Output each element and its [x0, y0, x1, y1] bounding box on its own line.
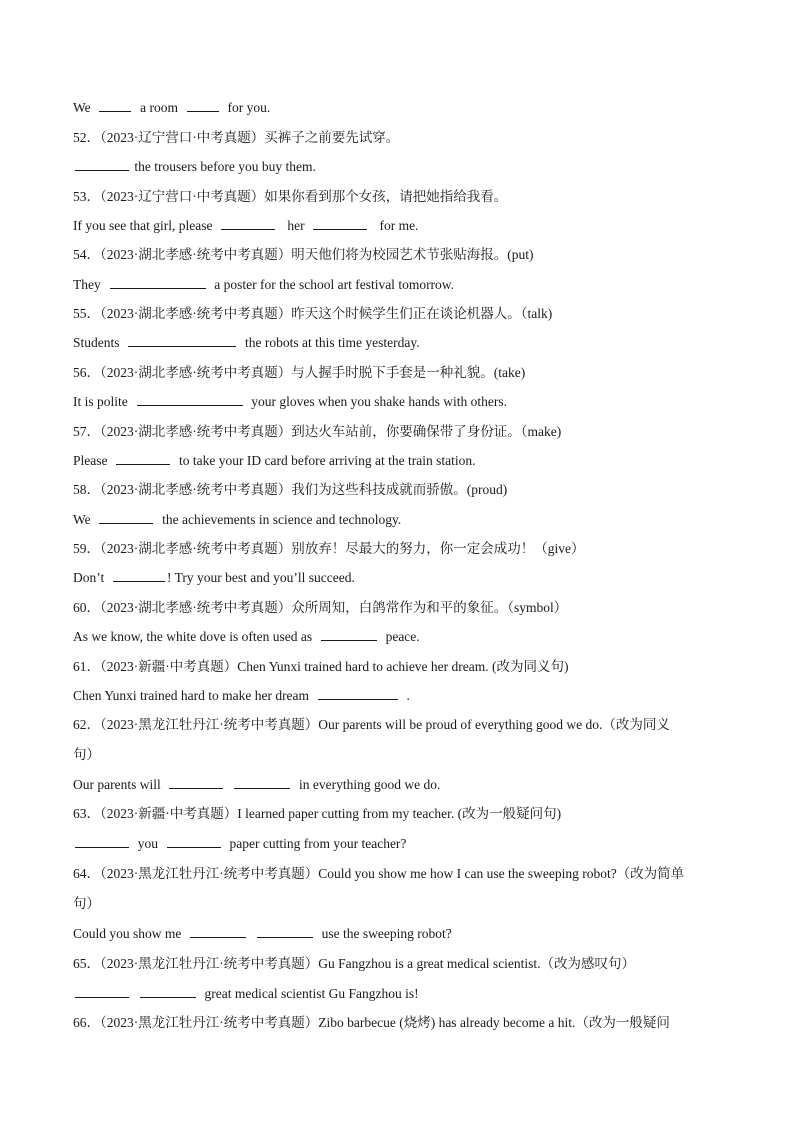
text-line	[73, 835, 406, 853]
line-text: ! Try your best and you’ll succeed.	[167, 570, 355, 585]
answer-blank[interactable]	[99, 522, 153, 524]
line-text: the achievements in science and technology.	[155, 512, 402, 527]
text-line	[73, 364, 525, 382]
answer-blank[interactable]	[321, 639, 377, 641]
line-text: If you see that girl, please	[73, 218, 220, 233]
text-line	[73, 716, 670, 734]
answer-blank[interactable]	[75, 169, 129, 171]
line-text: for you.	[220, 100, 271, 115]
text-line	[73, 628, 420, 646]
line-text: you	[131, 836, 165, 851]
line-text: your gloves when you shake hands with others.	[244, 394, 507, 409]
line-text: 54．（2023·湖北孝感·统考中考真题）明天他们将为校园艺术节张贴海报。(put)	[73, 247, 534, 262]
answer-blank[interactable]	[187, 110, 219, 112]
text-line	[73, 393, 507, 411]
text-line	[73, 188, 507, 206]
answer-blank[interactable]	[128, 345, 236, 347]
answer-blank[interactable]	[137, 404, 243, 406]
text-line	[73, 1014, 670, 1032]
line-text: 57．（2023·湖北孝感·统考中考真题）到达火车站前，你要确保带了身份证。（make)	[73, 424, 562, 439]
line-text: Our parents will	[73, 777, 168, 792]
text-line	[73, 895, 100, 913]
text-line	[73, 217, 418, 235]
line-text: for me.	[369, 218, 419, 233]
line-text: 58．（2023·湖北孝感·统考中考真题）我们为这些科技成就而骄傲。(proud)	[73, 482, 508, 497]
line-text	[131, 986, 138, 1001]
line-text: 52．（2023·辽宁营口·中考真题）买裤子之前要先试穿。	[73, 130, 400, 145]
text-line	[73, 540, 584, 558]
line-text: .	[399, 688, 410, 703]
line-text: 65．（2023·黑龙江牡丹江·统考中考真题）Gu Fangzhou is a great medical scientist.（改为感叹句）	[73, 956, 636, 971]
text-line	[73, 423, 561, 441]
answer-blank[interactable]	[169, 787, 223, 789]
answer-blank[interactable]	[234, 787, 290, 789]
line-text: great medical scientist Gu Fangzhou is!	[197, 986, 419, 1001]
answer-blank[interactable]	[318, 698, 398, 700]
line-text: the robots at this time yesterday.	[238, 335, 420, 350]
text-line	[73, 599, 567, 617]
line-text: We	[73, 512, 98, 527]
line-text: her	[277, 218, 312, 233]
line-text	[225, 777, 232, 792]
text-line	[73, 276, 454, 294]
text-line	[73, 452, 476, 470]
line-text: As we know, the white dove is often used as	[73, 629, 319, 644]
text-line	[73, 658, 569, 676]
line-text: Students	[73, 335, 127, 350]
text-line	[73, 805, 561, 823]
answer-blank[interactable]	[190, 936, 246, 938]
text-line	[73, 246, 533, 264]
line-text: Please	[73, 453, 115, 468]
line-text: 62．（2023·黑龙江牡丹江·统考中考真题）Our parents will be proud of everything good we do.（改为同义	[73, 717, 670, 732]
answer-blank[interactable]	[75, 996, 129, 998]
text-line	[73, 865, 684, 883]
line-text: peace.	[378, 629, 420, 644]
line-text: 53．（2023·辽宁营口·中考真题）如果你看到那个女孩，请把她指给我看。	[73, 189, 508, 204]
text-line	[73, 687, 410, 705]
text-line	[73, 985, 419, 1003]
answer-blank[interactable]	[221, 228, 275, 230]
line-text: It is polite	[73, 394, 135, 409]
line-text: 66．（2023·黑龙江牡丹江·统考中考真题）Zibo barbecue (烧烤) has already become a hit.（改为一般疑问	[73, 1015, 670, 1030]
text-line	[73, 481, 507, 499]
line-text: a poster for the school art festival tomorrow.	[207, 277, 455, 292]
answer-blank[interactable]	[257, 936, 313, 938]
text-line	[73, 334, 420, 352]
line-text: We	[73, 100, 98, 115]
text-line	[73, 955, 635, 973]
text-line	[73, 746, 100, 764]
text-line	[73, 129, 399, 147]
text-line	[73, 158, 316, 176]
line-text: 句）	[73, 747, 100, 762]
line-text: Could you show me	[73, 926, 189, 941]
answer-blank[interactable]	[167, 846, 221, 848]
line-text: 55．（2023·湖北孝感·统考中考真题）昨天这个时候学生们正在谈论机器人。（talk)	[73, 306, 553, 321]
text-line	[73, 305, 552, 323]
line-text: 61．（2023·新疆·中考真题）Chen Yunxi trained hard to achieve her dream. (改为同义句)	[73, 659, 569, 674]
text-line	[73, 925, 452, 943]
answer-blank[interactable]	[110, 287, 206, 289]
line-text: Chen Yunxi trained hard to make her dream	[73, 688, 316, 703]
line-text: They	[73, 277, 108, 292]
answer-blank[interactable]	[313, 228, 367, 230]
line-text: paper cutting from your teacher?	[222, 836, 407, 851]
line-text: 句）	[73, 896, 100, 911]
line-text: a room	[133, 100, 185, 115]
text-line	[73, 569, 355, 587]
line-text: the trousers before you buy them.	[131, 159, 316, 174]
line-text	[248, 926, 255, 941]
answer-blank[interactable]	[99, 110, 131, 112]
line-text: 63．（2023·新疆·中考真题）I learned paper cutting from my teacher. (改为一般疑问句)	[73, 806, 562, 821]
answer-blank[interactable]	[113, 580, 165, 582]
answer-blank[interactable]	[116, 463, 170, 465]
line-text: 64．（2023·黑龙江牡丹江·统考中考真题）Could you show me how I can use the sweeping robot?（改为简单	[73, 866, 685, 881]
line-text: Don’t	[73, 570, 112, 585]
line-text: use the sweeping robot?	[314, 926, 452, 941]
text-line	[73, 776, 440, 794]
text-line	[73, 511, 401, 529]
line-text: in everything good we do.	[292, 777, 441, 792]
line-text: 59．（2023·湖北孝感·统考中考真题）别放弃！尽最大的努力，你一定会成功！（give）	[73, 541, 585, 556]
line-text: 60．（2023·湖北孝感·统考中考真题）众所周知，白鸽常作为和平的象征。（symbol）	[73, 600, 568, 615]
answer-blank[interactable]	[140, 996, 196, 998]
line-text: 56．（2023·湖北孝感·统考中考真题）与人握手时脱下手套是一种礼貌。(take)	[73, 365, 526, 380]
line-text: to take your ID card before arriving at the train station.	[172, 453, 476, 468]
text-line	[73, 99, 270, 117]
answer-blank[interactable]	[75, 846, 129, 848]
